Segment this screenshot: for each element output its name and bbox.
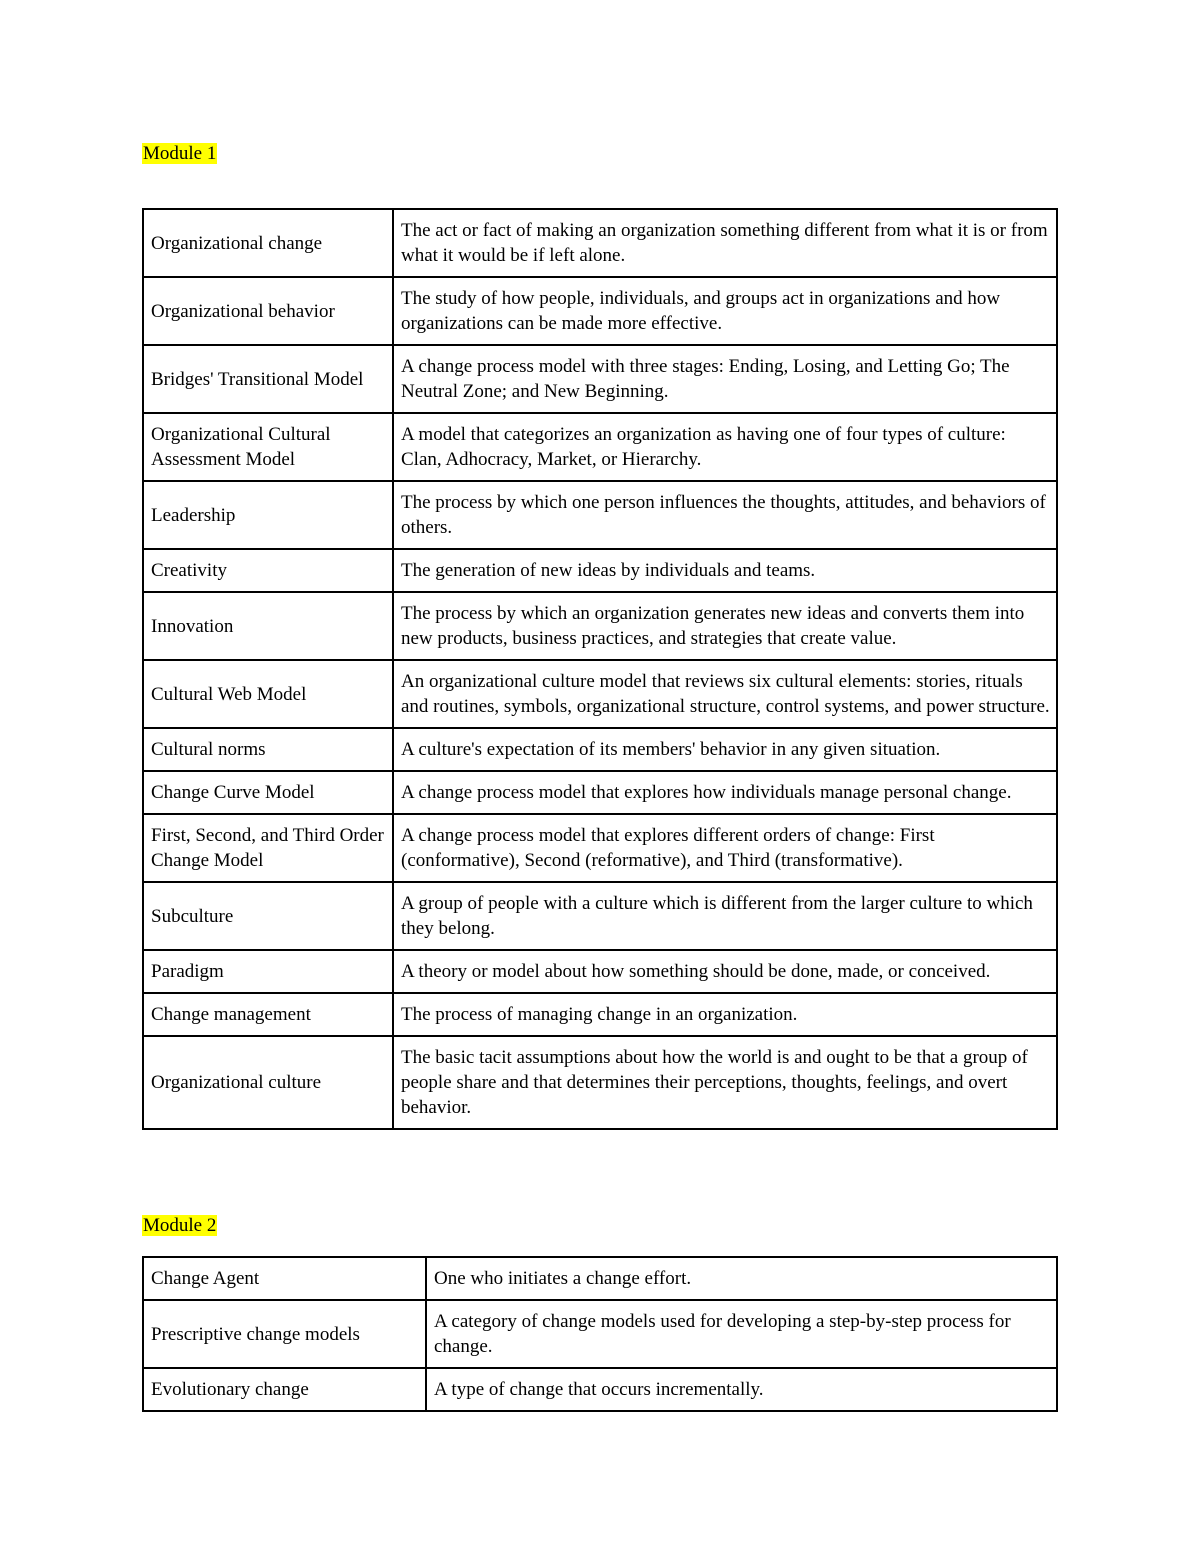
term-cell: Change Agent [143,1257,426,1300]
module-1-heading [142,142,217,166]
table-row [143,1300,1057,1368]
table-row [143,771,1057,814]
term-cell: Leadership [143,481,393,549]
table-row [143,413,1057,481]
module-1-heading-text: Module 1 [143,143,217,164]
term-cell: Organizational behavior [143,277,393,345]
definition-cell: A change process model that explores different orders of change: First (conformative), Second (reformative), and Third (transformative). [393,814,1057,882]
definition-cell: The process by which an organization generates new ideas and converts them into new products, business practices, and strategies that create value. [393,592,1057,660]
module-2-heading-text: Module 2 [143,1215,217,1236]
term-cell: Creativity [143,549,393,592]
definition-cell: An organizational culture model that reviews six cultural elements: stories, rituals and routines, symbols, organizational structure, control systems, and power structure. [393,660,1057,728]
table-row [143,660,1057,728]
definition-cell: A model that categorizes an organization as having one of four types of culture: Clan, Adhocracy, Market, or Hierarchy. [393,413,1057,481]
definition-cell: The act or fact of making an organization something different from what it is or from what it would be if left alone. [393,209,1057,277]
definition-cell: The basic tacit assumptions about how the world is and ought to be that a group of people share and that determines their perceptions, thoughts, feelings, and overt behavior. [393,1036,1057,1129]
table-row [143,1036,1057,1129]
table-row [143,728,1057,771]
table-row [143,481,1057,549]
term-cell: Innovation [143,592,393,660]
table-row [143,882,1057,950]
definition-cell: The generation of new ideas by individuals and teams. [393,549,1057,592]
term-cell: First, Second, and Third Order Change Model [143,814,393,882]
definition-cell: A change process model that explores how individuals manage personal change. [393,771,1057,814]
definition-cell: One who initiates a change effort. [426,1257,1057,1300]
term-cell: Organizational change [143,209,393,277]
definition-cell: A culture's expectation of its members' behavior in any given situation. [393,728,1057,771]
module-1-glossary-table [142,208,1058,1130]
table-row [143,209,1057,277]
term-cell: Prescriptive change models [143,1300,426,1368]
table-row [143,549,1057,592]
table-row [143,1368,1057,1411]
definition-cell: The study of how people, individuals, and groups act in organizations and how organizations can be made more effective. [393,277,1057,345]
table-row [143,1257,1057,1300]
definition-cell: The process by which one person influences the thoughts, attitudes, and behaviors of others. [393,481,1057,549]
definition-cell: The process of managing change in an organization. [393,993,1057,1036]
definition-cell: A theory or model about how something should be done, made, or conceived. [393,950,1057,993]
term-cell: Organizational culture [143,1036,393,1129]
term-cell: Paradigm [143,950,393,993]
definition-cell: A type of change that occurs incrementally. [426,1368,1057,1411]
definition-cell: A category of change models used for developing a step-by-step process for change. [426,1300,1057,1368]
module-2-heading [142,1214,217,1238]
term-cell: Change management [143,993,393,1036]
table-row [143,993,1057,1036]
term-cell: Subculture [143,882,393,950]
table-row [143,950,1057,993]
term-cell: Evolutionary change [143,1368,426,1411]
definition-cell: A change process model with three stages: Ending, Losing, and Letting Go; The Neutral Zone; and New Beginning. [393,345,1057,413]
module-2-glossary-table [142,1256,1058,1412]
term-cell: Organizational Cultural Assessment Model [143,413,393,481]
term-cell: Cultural norms [143,728,393,771]
term-cell: Cultural Web Model [143,660,393,728]
definition-cell: A group of people with a culture which is different from the larger culture to which they belong. [393,882,1057,950]
table-row [143,345,1057,413]
term-cell: Bridges' Transitional Model [143,345,393,413]
table-row [143,277,1057,345]
table-row [143,814,1057,882]
term-cell: Change Curve Model [143,771,393,814]
table-row [143,592,1057,660]
